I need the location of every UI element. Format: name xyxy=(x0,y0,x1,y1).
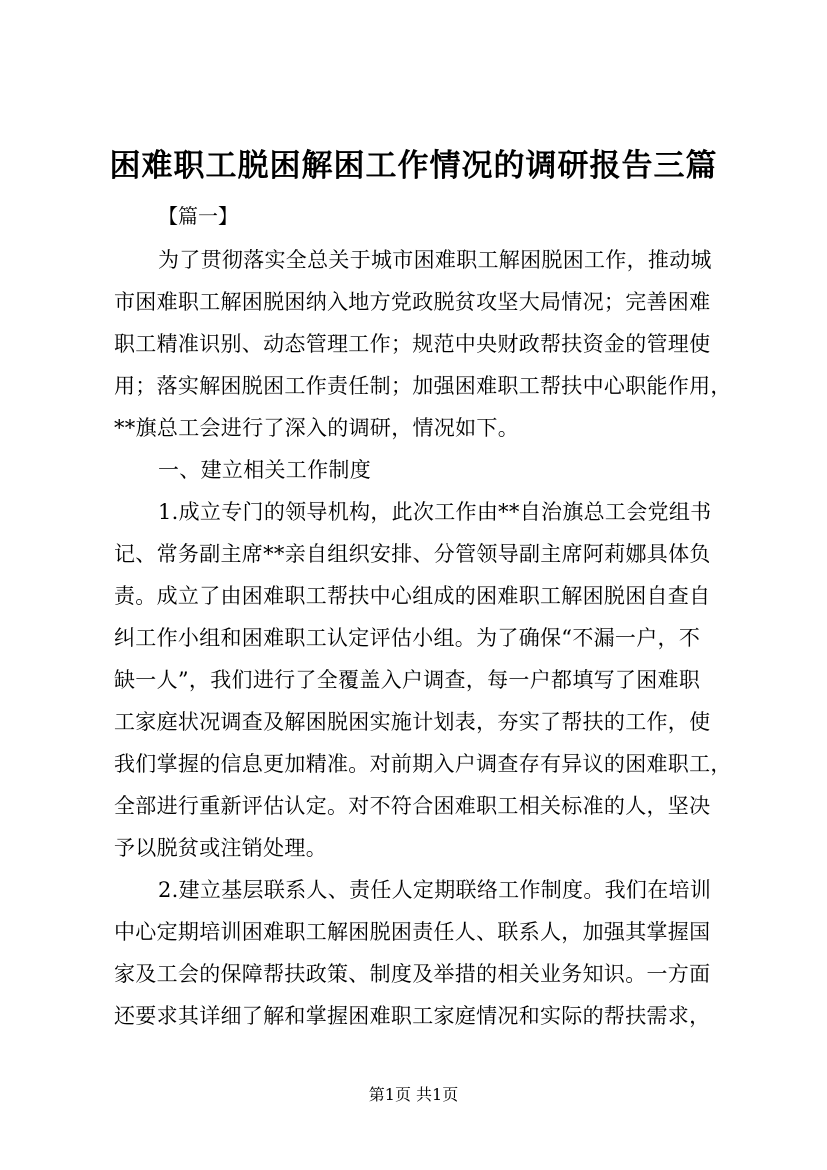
paragraph-line: 责。成立了由困难职工帮扶中心组成的困难职工解困脱困自查自 xyxy=(114,584,711,608)
paragraph-line: 家及工会的保障帮扶政策、制度及举措的相关业务知识。一方面 xyxy=(114,962,711,986)
paragraph-line: **旗总工会进行了深入的调研，情况如下。 xyxy=(114,416,519,440)
document-title: 困难职工脱困解困工作情况的调研报告三篇 xyxy=(109,148,718,184)
paragraph-line: 中心定期培训困难职工解困脱困责任人、联系人，加强其掌握国 xyxy=(114,920,711,944)
paragraph-line: 1.成立专门的领导机构，此次工作由**自治旗总工会党组书 xyxy=(158,500,712,524)
paragraph-line: 为了贯彻落实全总关于城市困难职工解困脱困工作，推动城 xyxy=(158,248,712,272)
section-tag: 【篇一】 xyxy=(158,204,238,228)
paragraph-line: 记、常务副主席**亲自组织安排、分管领导副主席阿莉娜具体负 xyxy=(114,542,711,566)
paragraph-line: 市困难职工解困脱困纳入地方党政脱贫攻坚大局情况；完善困难 xyxy=(114,290,711,314)
page-footer: 第1页 共1页 xyxy=(368,1085,459,1104)
paragraph-line: 职工精准识别、动态管理工作；规范中央财政帮扶资金的管理使 xyxy=(114,332,711,356)
paragraph-line: 纠工作小组和困难职工认定评估小组。为了确保“不漏一户，不 xyxy=(114,626,701,650)
paragraph-line: 还要求其详细了解和掌握困难职工家庭情况和实际的帮扶需求， xyxy=(114,1004,711,1028)
section-heading: 一、建立相关工作制度 xyxy=(158,458,371,482)
paragraph-line: 缺一人”，我们进行了全覆盖入户调查，每一户都填写了困难职 xyxy=(114,668,701,692)
paragraph-line: 2.建立基层联系人、责任人定期联络工作制度。我们在培训 xyxy=(158,878,712,902)
paragraph-line: 工家庭状况调查及解困脱困实施计划表，夯实了帮扶的工作，使 xyxy=(114,710,711,734)
paragraph-line: 全部进行重新评估认定。对不符合困难职工相关标准的人，坚决 xyxy=(114,794,711,818)
paragraph-line: 用；落实解困脱困工作责任制；加强困难职工帮扶中心职能作用， xyxy=(114,374,732,398)
paragraph-line: 我们掌握的信息更加精准。对前期入户调查存有异议的困难职工， xyxy=(114,752,732,776)
paragraph-line: 予以脱贫或注销处理。 xyxy=(114,836,327,860)
